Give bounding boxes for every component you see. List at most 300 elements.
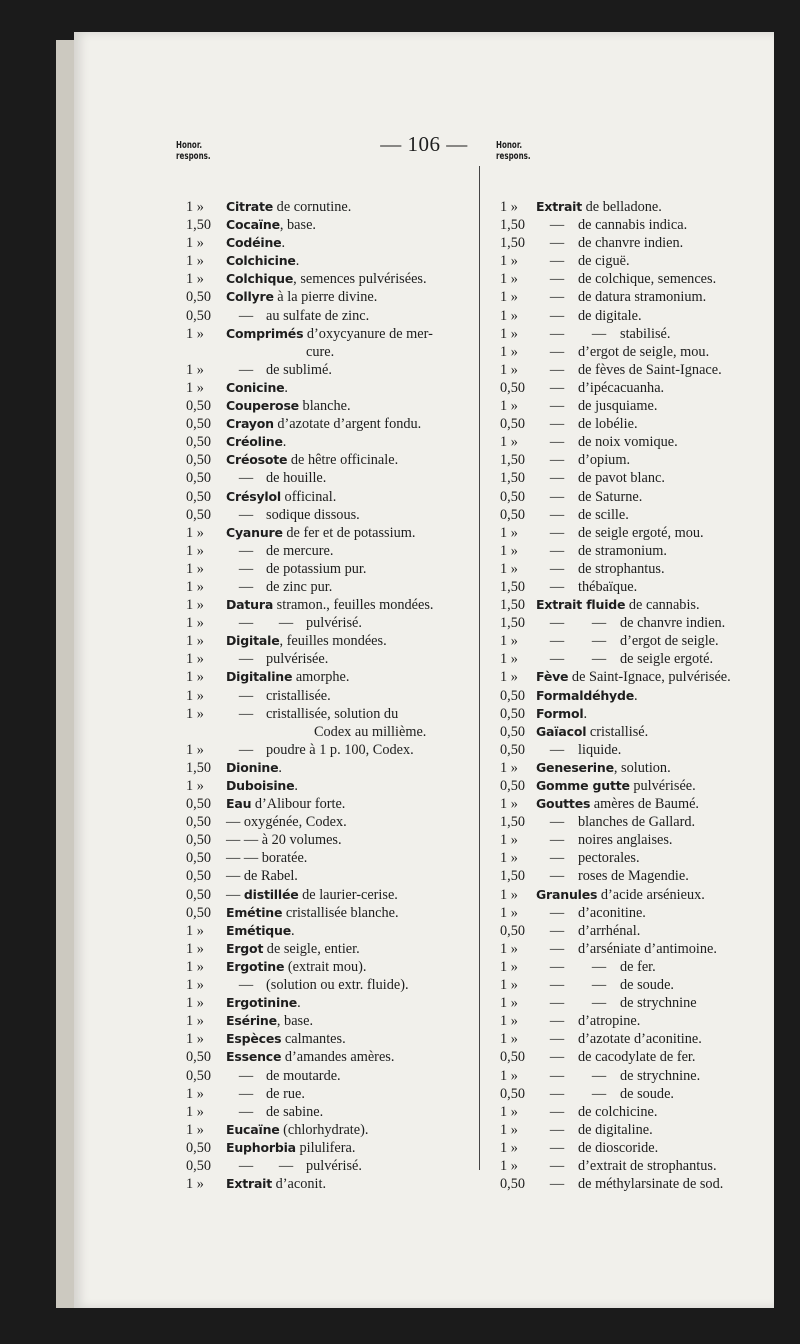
list-item bbox=[186, 1085, 476, 1103]
entry-heading: Gouttes bbox=[536, 796, 591, 812]
entry-description: de fer. bbox=[620, 958, 656, 975]
list-item bbox=[500, 777, 774, 795]
entry-heading: Colchicine bbox=[226, 253, 296, 269]
entry-description: d’arrhénal. bbox=[578, 922, 641, 939]
entry-description: . bbox=[583, 705, 588, 722]
entry-text bbox=[226, 668, 349, 686]
left-column bbox=[186, 198, 476, 1193]
ditto-dash: — bbox=[238, 741, 254, 758]
price-value: 1 » bbox=[186, 1031, 204, 1048]
entry-text bbox=[536, 1139, 658, 1157]
entry-text bbox=[536, 668, 731, 686]
entry-text bbox=[536, 560, 665, 578]
list-item bbox=[500, 922, 774, 940]
list-item bbox=[186, 488, 476, 506]
ditto-dash: — bbox=[549, 1103, 565, 1120]
entry-description: de scille. bbox=[578, 506, 629, 523]
entry-heading: Cyanure bbox=[226, 524, 283, 540]
ditto-dash: — bbox=[238, 506, 254, 523]
entry-text bbox=[536, 777, 696, 795]
entry-heading: Comprimés bbox=[226, 325, 304, 341]
list-item bbox=[500, 650, 774, 668]
entry-text bbox=[226, 650, 328, 668]
price-value: 1 » bbox=[186, 741, 204, 758]
entry-description: calmantes. bbox=[281, 1031, 346, 1048]
price-value: 1,50 bbox=[500, 470, 526, 487]
ditto-dash: — bbox=[238, 307, 254, 324]
entry-text bbox=[536, 1121, 653, 1139]
header-line: Honor. bbox=[496, 140, 523, 151]
entry-heading: Conicine bbox=[226, 379, 285, 395]
ditto-dash: — bbox=[238, 470, 254, 487]
price-value: 1 » bbox=[500, 199, 518, 215]
price-value: 1 » bbox=[500, 1067, 518, 1084]
entry-description: de cornutine. bbox=[273, 199, 352, 215]
list-item bbox=[500, 288, 774, 306]
entry-text bbox=[536, 831, 673, 849]
ditto-dash: — bbox=[238, 1103, 254, 1120]
entry-heading: Dionine bbox=[226, 759, 279, 775]
price-value: 1 » bbox=[500, 759, 518, 776]
entry-text bbox=[226, 741, 414, 759]
price-value: 0,50 bbox=[186, 488, 212, 505]
entry-text bbox=[226, 560, 366, 578]
list-item bbox=[500, 506, 774, 524]
list-item bbox=[500, 1030, 774, 1048]
list-item bbox=[500, 759, 774, 777]
ditto-dash: — bbox=[549, 488, 565, 505]
entry-heading: Duboisine bbox=[226, 778, 295, 793]
price-value: 1 » bbox=[186, 560, 204, 577]
entry-text bbox=[536, 198, 662, 216]
header-line: Honor. bbox=[176, 140, 203, 151]
entry-description: de seigle ergoté. bbox=[620, 651, 714, 668]
list-item bbox=[500, 488, 774, 506]
entry-text bbox=[226, 904, 399, 922]
ditto-dash: — bbox=[549, 1013, 565, 1030]
entry-text bbox=[536, 1067, 700, 1085]
price-value: 1 » bbox=[186, 271, 204, 288]
ditto-dash: — bbox=[238, 615, 254, 632]
list-item bbox=[186, 252, 476, 270]
entry-text bbox=[226, 542, 333, 560]
price-value: 1 » bbox=[500, 560, 518, 577]
price-value: 1 » bbox=[186, 633, 204, 650]
ditto-dash: — bbox=[549, 361, 565, 378]
entry-text bbox=[536, 270, 716, 288]
ditto-dash: — bbox=[549, 651, 565, 668]
entry-description: . bbox=[278, 759, 282, 776]
list-item bbox=[500, 596, 774, 614]
ditto-dash: — bbox=[549, 452, 565, 469]
list-item bbox=[500, 1048, 774, 1066]
list-item bbox=[500, 252, 774, 270]
entry-text bbox=[226, 1175, 326, 1193]
ditto-dash: — bbox=[549, 253, 565, 270]
ditto-dash: — bbox=[238, 1157, 254, 1174]
price-value: 0,50 bbox=[186, 904, 212, 921]
entry-text bbox=[226, 940, 360, 958]
entry-heading: Crayon bbox=[226, 416, 274, 432]
price-value: 0,50 bbox=[500, 778, 526, 794]
ditto-dash: — bbox=[549, 1085, 565, 1102]
price-value: 1 » bbox=[186, 524, 204, 541]
left-column-header bbox=[176, 140, 211, 162]
header-line: respons. bbox=[496, 151, 531, 162]
price-value: 0,50 bbox=[186, 796, 212, 813]
entry-description: de dioscoride. bbox=[578, 1139, 659, 1156]
list-item bbox=[500, 578, 774, 596]
list-item bbox=[186, 506, 476, 524]
entry-heading: Espèces bbox=[226, 1031, 282, 1047]
list-item bbox=[500, 632, 774, 650]
ditto-dash: — bbox=[549, 1139, 565, 1156]
ditto-dash: — bbox=[549, 524, 565, 541]
ditto-dash: — bbox=[549, 832, 565, 849]
ditto-dash: — bbox=[549, 850, 565, 867]
document-page bbox=[74, 32, 774, 1308]
price-value: 1 » bbox=[500, 977, 518, 994]
entry-description: roses de Magendie. bbox=[578, 868, 689, 885]
entry-heading: Extrait fluide bbox=[536, 597, 626, 613]
entry-text bbox=[536, 415, 638, 433]
entry-description: d’aconit. bbox=[272, 1176, 327, 1193]
entry-heading: Couperose bbox=[226, 398, 299, 414]
list-item bbox=[186, 650, 476, 668]
entry-description: amorphe. bbox=[292, 669, 350, 686]
entry-description: d’oxycyanure de mer- bbox=[303, 325, 433, 342]
entry-text bbox=[226, 867, 298, 885]
entry-description: d’arséniate d’antimoine. bbox=[578, 940, 717, 957]
entry-description: de sabine. bbox=[266, 1103, 324, 1120]
ditto-dash: — bbox=[549, 343, 565, 360]
entry-description: de méthylarsinate de sod. bbox=[578, 1176, 724, 1193]
list-item bbox=[186, 632, 476, 650]
entry-description: d’azotate d’aconitine. bbox=[578, 1031, 702, 1048]
entry-description: sodique dissous. bbox=[266, 506, 360, 523]
entry-text bbox=[536, 216, 687, 234]
list-item bbox=[186, 687, 476, 705]
price-value: 0,50 bbox=[186, 506, 212, 523]
list-item bbox=[186, 705, 476, 723]
price-value: 1 » bbox=[500, 1103, 518, 1120]
price-value: 0,50 bbox=[500, 379, 526, 396]
entry-heading: Gaïacol bbox=[536, 723, 587, 739]
list-item bbox=[500, 469, 774, 487]
list-item bbox=[500, 451, 774, 469]
list-item bbox=[186, 958, 476, 976]
list-item bbox=[186, 1139, 476, 1157]
entry-text bbox=[226, 288, 377, 306]
list-item bbox=[186, 723, 476, 741]
entry-description: stramon., feuilles mondées. bbox=[273, 597, 434, 614]
ditto-dash: — bbox=[591, 633, 607, 650]
ditto-dash: — bbox=[591, 995, 607, 1012]
entry-text bbox=[226, 1139, 355, 1157]
entry-description: blanches de Gallard. bbox=[578, 814, 696, 831]
list-item bbox=[186, 1175, 476, 1193]
price-value: 0,50 bbox=[186, 850, 212, 867]
price-value: 0,50 bbox=[186, 886, 212, 903]
price-value: 1 » bbox=[500, 1157, 518, 1174]
entry-text bbox=[226, 886, 398, 904]
price-value: 0,50 bbox=[500, 1176, 526, 1193]
entry-text bbox=[226, 614, 362, 632]
entry-text bbox=[226, 524, 415, 542]
price-value: 1 » bbox=[500, 958, 518, 975]
ditto-dash: — bbox=[549, 1049, 565, 1066]
entry-description: cristallisée blanche. bbox=[282, 904, 399, 921]
entry-heading: Codéine bbox=[226, 235, 282, 251]
entry-text bbox=[536, 288, 706, 306]
entry-text bbox=[226, 632, 387, 650]
price-value: 1,50 bbox=[500, 452, 526, 469]
entry-text bbox=[226, 1067, 341, 1085]
price-value: 1,50 bbox=[500, 814, 526, 831]
ditto-dash: — bbox=[549, 995, 565, 1012]
entry-description: de seigle, entier. bbox=[263, 940, 360, 957]
list-item bbox=[186, 1121, 476, 1139]
entry-description: (extrait mou). bbox=[284, 958, 367, 975]
price-value: 1 » bbox=[186, 615, 204, 632]
list-item bbox=[500, 813, 774, 831]
entry-description: de stramonium. bbox=[578, 542, 667, 559]
entry-description: de strophantus. bbox=[578, 560, 665, 577]
price-value: 0,50 bbox=[500, 687, 526, 704]
right-column bbox=[500, 198, 774, 1193]
list-item bbox=[500, 705, 774, 723]
ditto-dash: — bbox=[549, 578, 565, 595]
list-item bbox=[500, 687, 774, 705]
price-value: 0,50 bbox=[186, 832, 212, 849]
entry-text bbox=[536, 451, 630, 469]
entry-description: de colchique, semences. bbox=[578, 271, 717, 288]
price-value: 1 » bbox=[500, 886, 518, 903]
list-item bbox=[186, 415, 476, 433]
entry-description: , feuilles mondées. bbox=[279, 633, 387, 650]
entry-text bbox=[536, 904, 646, 922]
entry-text bbox=[536, 433, 678, 451]
ditto-dash: — bbox=[238, 687, 254, 704]
price-value: 1,50 bbox=[500, 868, 526, 885]
list-item bbox=[186, 198, 476, 216]
ditto-dash: — bbox=[591, 615, 607, 632]
price-value: 1 » bbox=[500, 796, 518, 813]
price-value: 1 » bbox=[186, 1176, 204, 1193]
ditto-dash: — bbox=[549, 506, 565, 523]
ditto-dash: — bbox=[549, 615, 565, 632]
entry-description: de Saturne. bbox=[578, 488, 643, 505]
entry-text bbox=[536, 325, 670, 343]
entry-text bbox=[226, 976, 409, 994]
entry-text bbox=[226, 1103, 323, 1121]
price-value: 1,50 bbox=[186, 217, 212, 234]
entry-heading: Esérine bbox=[226, 1013, 277, 1029]
list-item bbox=[500, 741, 774, 759]
entry-heading: Fève bbox=[536, 669, 569, 685]
entry-description: d’aconitine. bbox=[578, 904, 646, 921]
entry-description: pilulifera. bbox=[295, 1139, 356, 1156]
price-value: 0,50 bbox=[186, 398, 212, 415]
price-value: 0,50 bbox=[186, 1157, 212, 1174]
price-value: 0,50 bbox=[500, 1049, 526, 1066]
price-value: 1 » bbox=[500, 1121, 518, 1138]
entry-text bbox=[226, 795, 345, 813]
list-item bbox=[186, 560, 476, 578]
entry-description: pulvérisé. bbox=[306, 615, 362, 632]
entry-description: de Saint-Ignace, pulvérisée. bbox=[568, 669, 731, 686]
ditto-dash: — bbox=[549, 434, 565, 451]
entry-text bbox=[536, 506, 629, 524]
price-value: 1,50 bbox=[500, 217, 526, 234]
list-item bbox=[500, 1157, 774, 1175]
ditto-dash: — bbox=[549, 325, 565, 342]
list-item bbox=[500, 994, 774, 1012]
entry-text bbox=[536, 976, 674, 994]
entry-heading: Emétine bbox=[226, 904, 283, 920]
entry-description: de potassium pur. bbox=[266, 560, 367, 577]
ditto-dash: — bbox=[549, 633, 565, 650]
entry-text bbox=[536, 994, 697, 1012]
entry-description: de seigle ergoté, mou. bbox=[578, 524, 704, 541]
entry-description: (chlorhydrate). bbox=[279, 1121, 369, 1138]
entry-text bbox=[226, 994, 301, 1012]
entry-text bbox=[536, 596, 700, 614]
entry-text bbox=[226, 325, 433, 343]
entry-text bbox=[226, 1085, 305, 1103]
ditto-dash: — bbox=[549, 741, 565, 758]
entry-description: au sulfate de zinc. bbox=[266, 307, 370, 324]
entry-description: d’amandes amères. bbox=[281, 1049, 395, 1066]
entry-description: — de Rabel. bbox=[226, 868, 298, 885]
entry-description: cristallisée, solution du bbox=[266, 705, 399, 722]
price-value: 1 » bbox=[500, 325, 518, 342]
list-item bbox=[500, 1121, 774, 1139]
list-item bbox=[500, 270, 774, 288]
list-item bbox=[500, 343, 774, 361]
list-item bbox=[186, 741, 476, 759]
price-value: 1 » bbox=[500, 832, 518, 849]
ditto-dash: — bbox=[549, 307, 565, 324]
ditto-dash: — bbox=[591, 977, 607, 994]
entry-heading: Ergotine bbox=[226, 958, 285, 974]
price-value: 1 » bbox=[186, 977, 204, 994]
price-value: 1 » bbox=[500, 904, 518, 921]
entry-text bbox=[226, 1030, 346, 1048]
entry-text bbox=[536, 922, 640, 940]
entry-description: de digitaline. bbox=[578, 1121, 653, 1138]
entry-text bbox=[536, 307, 642, 325]
ditto-dash: — bbox=[549, 940, 565, 957]
entry-description: cristallisé. bbox=[586, 723, 649, 740]
list-item bbox=[500, 1012, 774, 1030]
ditto-dash: — bbox=[238, 977, 254, 994]
list-item bbox=[186, 451, 476, 469]
price-value: 1 » bbox=[186, 687, 204, 704]
entry-text bbox=[536, 234, 683, 252]
entry-text bbox=[536, 542, 667, 560]
ditto-dash: — bbox=[278, 1157, 294, 1174]
list-item bbox=[500, 958, 774, 976]
entry-text bbox=[536, 343, 709, 361]
price-value: 1 » bbox=[186, 1121, 204, 1138]
list-item bbox=[500, 668, 774, 686]
ditto-dash: — bbox=[549, 922, 565, 939]
price-value: 1 » bbox=[500, 1139, 518, 1156]
list-item bbox=[186, 831, 476, 849]
entry-description: de belladone. bbox=[582, 199, 662, 215]
price-value: 1 » bbox=[186, 1103, 204, 1120]
price-value: 1 » bbox=[500, 361, 518, 378]
entry-heading: Colchique bbox=[226, 271, 294, 287]
entry-text bbox=[536, 397, 657, 415]
list-item bbox=[500, 1139, 774, 1157]
entry-heading: Eau bbox=[226, 796, 252, 812]
price-value: 1 » bbox=[186, 325, 204, 342]
entry-text bbox=[536, 524, 704, 542]
entry-heading: Granules bbox=[536, 886, 598, 902]
price-value: 1 » bbox=[186, 995, 204, 1012]
entry-description: d’acide arsénieux. bbox=[597, 886, 705, 903]
list-item bbox=[186, 1157, 476, 1175]
list-item bbox=[186, 813, 476, 831]
ditto-dash: — bbox=[591, 651, 607, 668]
right-column-header bbox=[496, 140, 531, 162]
entry-text bbox=[536, 361, 722, 379]
entry-description: de chanvre indien. bbox=[578, 235, 684, 252]
entry-heading: Euphorbia bbox=[226, 1139, 296, 1155]
list-item bbox=[186, 904, 476, 922]
entry-text bbox=[536, 723, 648, 741]
list-item bbox=[186, 216, 476, 234]
price-value: 1 » bbox=[186, 253, 204, 270]
entry-description: Codex au millième. bbox=[314, 723, 427, 740]
entry-description: de lobélie. bbox=[578, 416, 638, 433]
ditto-dash: — bbox=[591, 1067, 607, 1084]
list-item bbox=[500, 940, 774, 958]
list-item bbox=[186, 759, 476, 777]
entry-text bbox=[536, 252, 630, 270]
list-item bbox=[500, 361, 774, 379]
price-value: 1 » bbox=[500, 1013, 518, 1030]
entry-description: . bbox=[282, 434, 287, 451]
list-item bbox=[500, 614, 774, 632]
price-value: 0,50 bbox=[500, 416, 526, 433]
entry-text bbox=[536, 741, 621, 759]
entry-text bbox=[536, 687, 638, 705]
entry-description: . bbox=[294, 778, 298, 794]
entry-text bbox=[536, 795, 699, 813]
entry-description: de chanvre indien. bbox=[620, 615, 726, 632]
list-item bbox=[186, 361, 476, 379]
entry-text bbox=[306, 343, 334, 361]
price-value: 0,50 bbox=[500, 488, 526, 505]
price-value: 1 » bbox=[500, 253, 518, 270]
price-value: 1,50 bbox=[186, 759, 212, 776]
entry-description: cure. bbox=[306, 343, 335, 360]
list-item bbox=[186, 976, 476, 994]
price-value: 1,50 bbox=[500, 597, 526, 614]
list-item bbox=[186, 433, 476, 451]
entry-text bbox=[536, 1048, 695, 1066]
entry-description: liquide. bbox=[578, 741, 622, 758]
list-item bbox=[500, 831, 774, 849]
ditto-dash: — bbox=[549, 958, 565, 975]
list-item bbox=[186, 288, 476, 306]
entry-heading: Ergot bbox=[226, 940, 264, 956]
entry-heading: Crésylol bbox=[226, 488, 281, 504]
price-value: 1 » bbox=[500, 940, 518, 957]
